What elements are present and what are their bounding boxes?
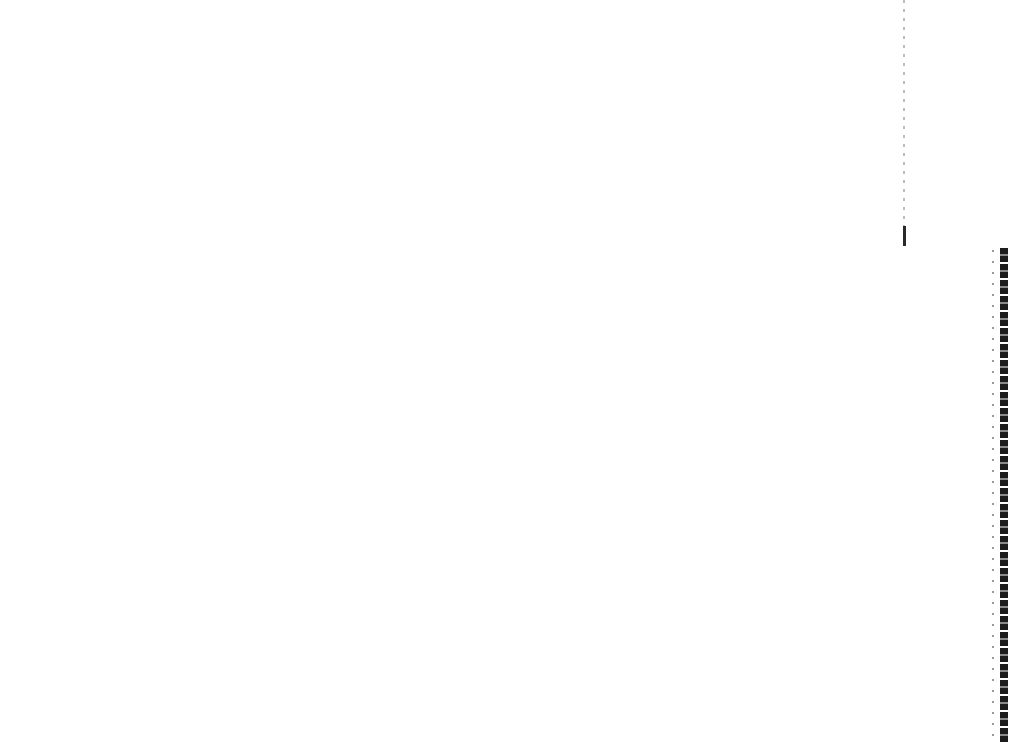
page-edge-mark [903,226,906,246]
scan-shadow-thin [992,250,994,744]
continued-entry [131,295,831,337]
book-spine-shadow [1000,248,1008,744]
notes-section [132,309,831,337]
page-edge-line [903,0,905,246]
top-entry [118,26,848,33]
body-text [131,295,830,323]
top-entry-text [172,27,848,33]
